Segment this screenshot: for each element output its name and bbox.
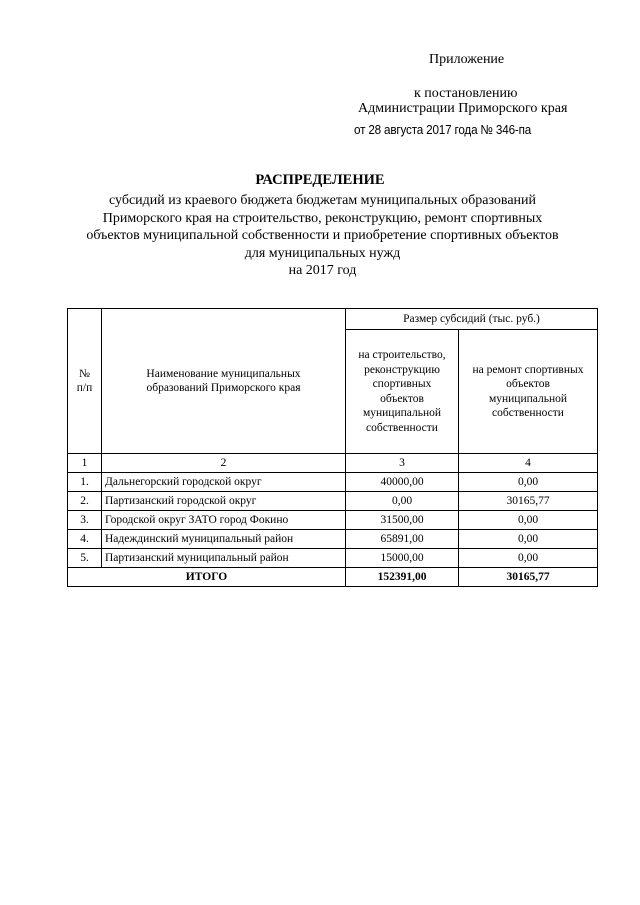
- row-repair: 0,00: [459, 511, 598, 530]
- row-repair: 0,00: [459, 530, 598, 549]
- table-row: [68, 492, 598, 511]
- col-index: 2: [102, 454, 346, 473]
- row-repair: 30165,77: [459, 492, 598, 511]
- row-repair: 0,00: [459, 473, 598, 492]
- document-title: РАСПРЕДЕЛЕНИЕ: [255, 172, 385, 188]
- decree-date-number: от 28 августа 2017 года № 346-па: [354, 122, 532, 137]
- row-name: Партизанский муниципальный район: [102, 549, 346, 568]
- table-row: [68, 511, 598, 530]
- total-label: ИТОГО: [68, 568, 346, 587]
- row-num: 4.: [68, 530, 102, 549]
- subtitle-line: объектов муниципальной собственности и приобретение спортивных объектов: [86, 228, 559, 243]
- col-num-header: № п/п: [68, 309, 102, 454]
- row-construction: 65891,00: [346, 530, 459, 549]
- col-index: 4: [459, 454, 598, 473]
- table-row: [68, 549, 598, 568]
- row-name: Партизанский городской округ: [102, 492, 346, 511]
- total-row: [68, 568, 598, 587]
- row-name: Надеждинский муниципальный район: [102, 530, 346, 549]
- row-repair: 0,00: [459, 549, 598, 568]
- col-index: 1: [68, 454, 102, 473]
- table-row: [68, 473, 598, 492]
- subtitle-line: субсидий из краевого бюджета бюджетам муниципальных образований: [108, 193, 537, 208]
- decree-label: к постановлению: [414, 86, 518, 101]
- row-construction: 31500,00: [346, 511, 459, 530]
- subtitle-line: Приморского края на строительство, реконструкцию, ремонт спортивных: [102, 210, 543, 226]
- row-name: Дальнегорский городской округ: [102, 473, 346, 492]
- col-name-header: Наименование муниципальных образований Приморского края: [102, 309, 346, 454]
- administration-label: Администрации Приморского края: [358, 101, 568, 116]
- row-num: 2.: [68, 492, 102, 511]
- row-construction: 40000,00: [346, 473, 459, 492]
- row-construction: 15000,00: [346, 549, 459, 568]
- row-num: 3.: [68, 511, 102, 530]
- col-index: 3: [346, 454, 459, 473]
- row-num: 5.: [68, 549, 102, 568]
- row-num: 1.: [68, 473, 102, 492]
- total-repair: 30165,77: [459, 568, 598, 587]
- subsidy-distribution-table: [67, 308, 598, 587]
- appendix-label: Приложение: [429, 52, 505, 67]
- subtitle-line: для муниципальных нужд: [244, 245, 401, 261]
- row-construction: 0,00: [346, 492, 459, 511]
- subtitle-line: на 2017 год: [288, 263, 357, 278]
- table-row: [68, 530, 598, 549]
- col-repair-header: на ремонт спортивных объектов муниципальной собственности: [459, 330, 598, 454]
- subsidy-group-header: Размер субсидий (тыс. руб.): [346, 309, 598, 330]
- document-subtitle: [60, 192, 585, 280]
- total-construction: 152391,00: [346, 568, 459, 587]
- col-construction-header: на строительство, реконструкцию спортивных объектов муниципальной собственности: [346, 330, 459, 454]
- row-name: Городской округ ЗАТО город Фокино: [102, 511, 346, 530]
